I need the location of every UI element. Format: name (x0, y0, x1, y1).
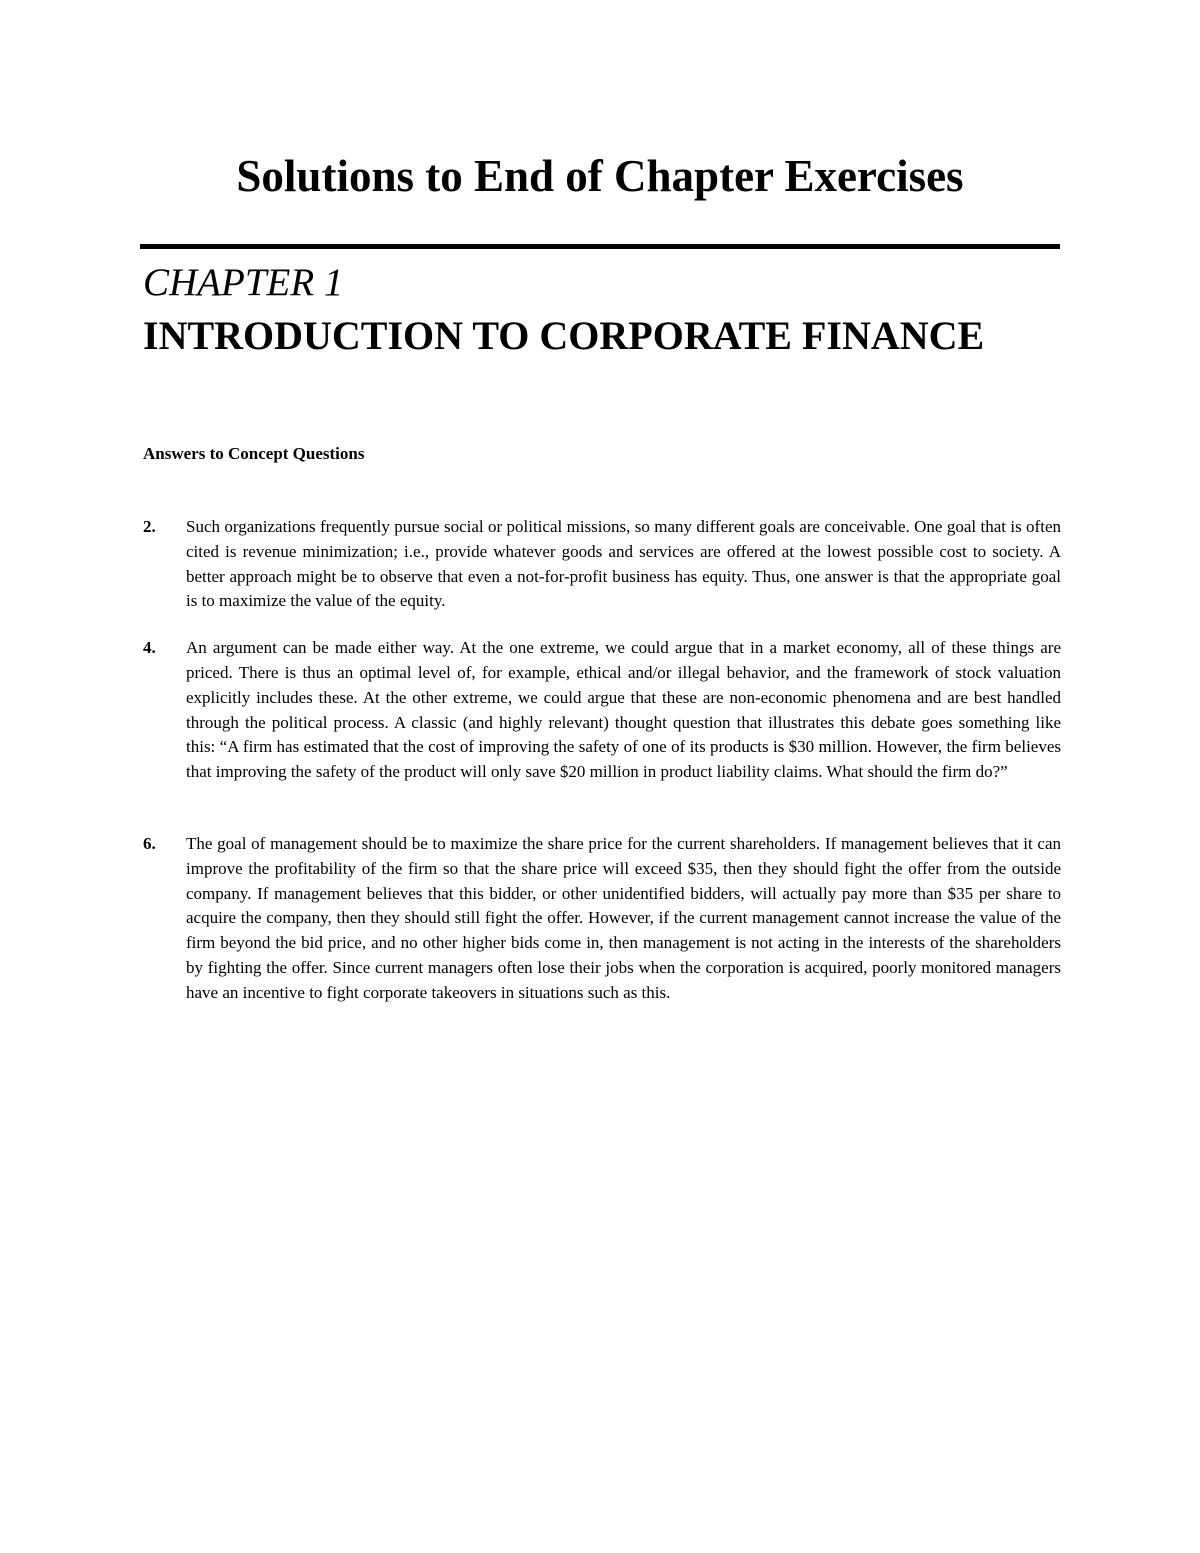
answer-number: 4. (143, 638, 156, 658)
answer-item (143, 636, 1061, 785)
document-title: Solutions to End of Chapter Exercises (236, 151, 964, 201)
chapter-title: INTRODUCTION TO CORPORATE FINANCE (143, 313, 985, 358)
answer-number: 6. (143, 833, 156, 853)
answer-item (143, 832, 1061, 1006)
answer-text: The goal of management should be to maximize the share price for the current shareholders. If management believes that it can improve the profitability of the firm so that the share price will exceed $35, then they should fight the offer from the outside company. If management believes that this bidder, or other unidentified bidders, will actually pay more than $35 per share to acquire the company, then they should still fight the offer. However, if the current management cannot increase the value of the firm beyond the bid price, and no other higher bids come in, then management is not acting in the interests of the shareholders by fighting the offer. Since current managers often lose their jobs when the corporation is acquired, poorly monitored managers have an incentive to fight corporate takeovers in situations such as this. (186, 833, 1061, 1002)
answer-text: An argument can be made either way. At the one extreme, we could argue that in a market economy, all of these things are priced. There is thus an optimal level of, for example, ethical and/or illegal behavior, and the framework of stock valuation explicitly includes these. At the other extreme, we could argue that these are non-economic phenomena and are best handled through the political process. A classic (and highly relevant) thought question that illustrates this debate goes something like this: “A firm has estimated that the cost of improving the safety of one of its products is $30 million. However, the firm believes that improving the safety of the product will only save $20 million in product liability claims. What should the firm do?” (186, 638, 1061, 782)
answer-text: Such organizations frequently pursue social or political missions, so many different goals are conceivable. One goal that is often cited is revenue minimization; i.e., provide whatever goods and services are offered at the lowest possible cost to society. A better approach might be to observe that even a not-for-profit business has equity. Thus, one answer is that the appropriate goal is to maximize the value of the equity. (186, 517, 1061, 611)
answer-item (143, 515, 1061, 614)
section-heading: Answers to Concept Questions (143, 444, 365, 463)
answer-list (143, 515, 1061, 1006)
chapter-label: CHAPTER 1 (143, 261, 344, 304)
answer-number: 2. (143, 517, 156, 536)
title-divider (140, 244, 1060, 249)
